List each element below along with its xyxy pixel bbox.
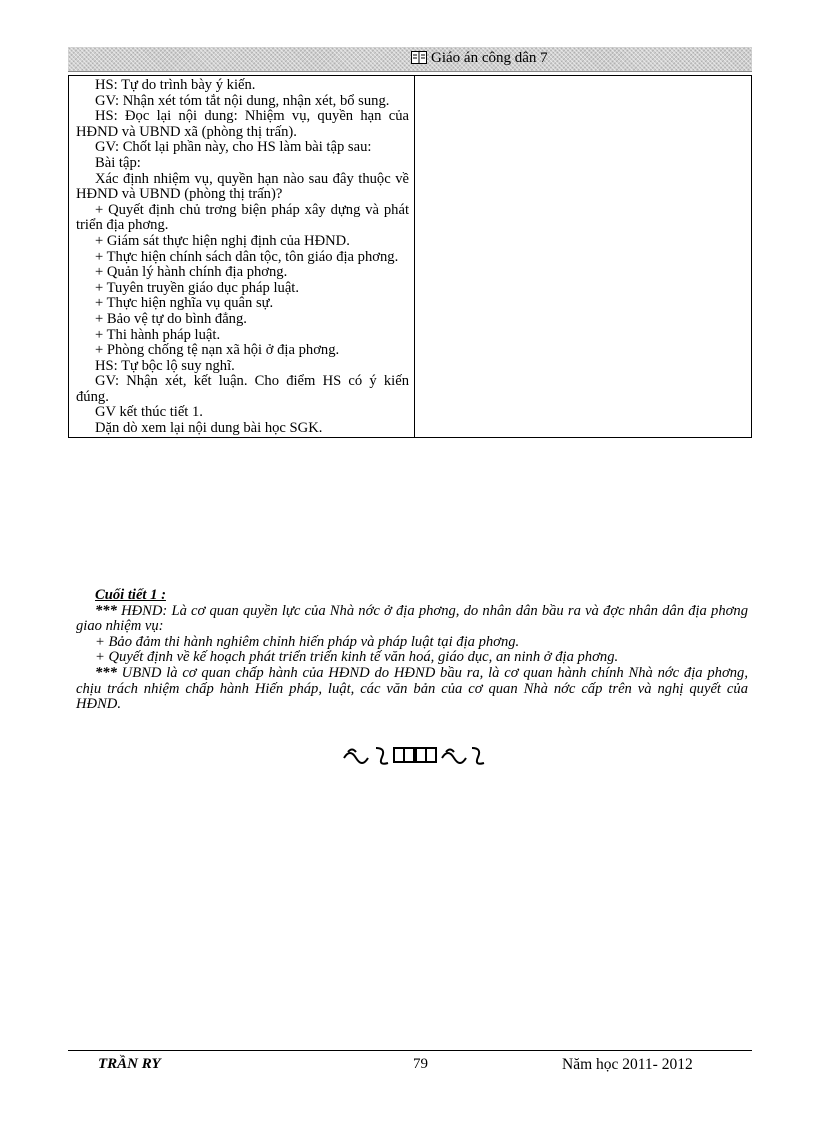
table-line: + Thực hiện chính sách dân tộc, tôn giáo địa phơng. xyxy=(95,248,399,265)
table-line: Xác định nhiệm vụ, quyền hạn nào sau đây thuộc về HĐND và UBND (phòng thị trấn)? xyxy=(76,170,409,203)
book-icon xyxy=(411,51,427,69)
summary-heading: Cuối tiết 1 : xyxy=(95,587,166,603)
school-year: Năm học 2011- 2012 xyxy=(562,1056,693,1073)
table-line: GV: Chốt lại phần này, cho HS làm bài tập sau: xyxy=(95,139,372,156)
summary-paragraph: + Quyết định về kế hoạch phát triển triển kinh tế văn hoá, giáo dục, an ninh ở địa phơng. xyxy=(95,649,619,666)
table-line: + Quyết định chủ trơng biện pháp xây dựng và phát triển địa phơng. xyxy=(76,201,409,234)
table-line: + Giám sát thực hiện nghị định của HĐND. xyxy=(95,232,350,249)
ornament-divider xyxy=(340,744,492,771)
header-title xyxy=(411,50,548,69)
table-line: + Quản lý hành chính địa phơng. xyxy=(95,264,288,281)
table-line: HS: Đọc lại nội dung: Nhiệm vụ, quyền hạn của HĐND và UBND xã (phòng thị trấn). xyxy=(76,108,409,140)
table-line: + Thực hiện nghĩa vụ quân sự. xyxy=(95,295,274,312)
table-line: + Thi hành pháp luật. xyxy=(95,326,221,343)
header-title-text: Giáo án công dân 7 xyxy=(431,50,548,66)
content-column xyxy=(415,76,752,438)
table-line: Bài tập: xyxy=(95,154,141,171)
summary-paragraph xyxy=(76,666,748,713)
table-line: GV kết thúc tiết 1. xyxy=(95,404,203,421)
page-number: 79 xyxy=(413,1056,428,1072)
summary-section xyxy=(76,588,748,713)
table-line: Dặn dò xem lại nội dung bài học SGK. xyxy=(95,420,323,437)
table-line: + Tuyên truyền giáo dục pháp luật. xyxy=(95,279,300,296)
lesson-table xyxy=(68,75,752,438)
table-line: + Phòng chống tệ nạn xã hội ở địa phơng. xyxy=(95,342,340,359)
table-line: GV: Nhận xét tóm tắt nội dung, nhận xét, bổ sung. xyxy=(95,92,390,109)
table-line: GV: Nhận xét, kết luận. Cho điểm HS có ý kiến đúng. xyxy=(76,373,409,405)
header-bar xyxy=(68,47,752,72)
stars-marker: *** xyxy=(95,664,117,681)
stars-marker: *** xyxy=(95,602,117,619)
activity-column xyxy=(69,76,415,438)
table-line: HS: Tự bộc lộ suy nghĩ. xyxy=(95,357,235,374)
summary-paragraph: + Bảo đảm thi hành nghiêm chỉnh hiến pháp và pháp luật tại địa phơng. xyxy=(95,633,520,650)
summary-text: UBND là cơ quan chấp hành của HĐND do HĐND bầu ra, là cơ quan hành chính Nhà nớc địa phơng, chịu trách nhiệm chấp hành Hiến pháp, luật, các văn bản của cơ quan Nhà nớc cấp trên và nghị quyết của HĐND. xyxy=(76,664,748,713)
table-line: + Bảo vệ tự do bình đẳng. xyxy=(95,310,247,327)
footer-divider xyxy=(68,1050,752,1051)
summary-paragraph xyxy=(76,604,748,635)
footer-author: TRẦN RY xyxy=(98,1056,161,1072)
summary-text: HĐND: Là cơ quan quyền lực của Nhà nớc ở địa phơng, do nhân dân bầu ra và đợc nhân dân địa phơng giao nhiệm vụ: xyxy=(76,602,748,635)
table-line: HS: Tự do trình bày ý kiến. xyxy=(95,77,256,93)
